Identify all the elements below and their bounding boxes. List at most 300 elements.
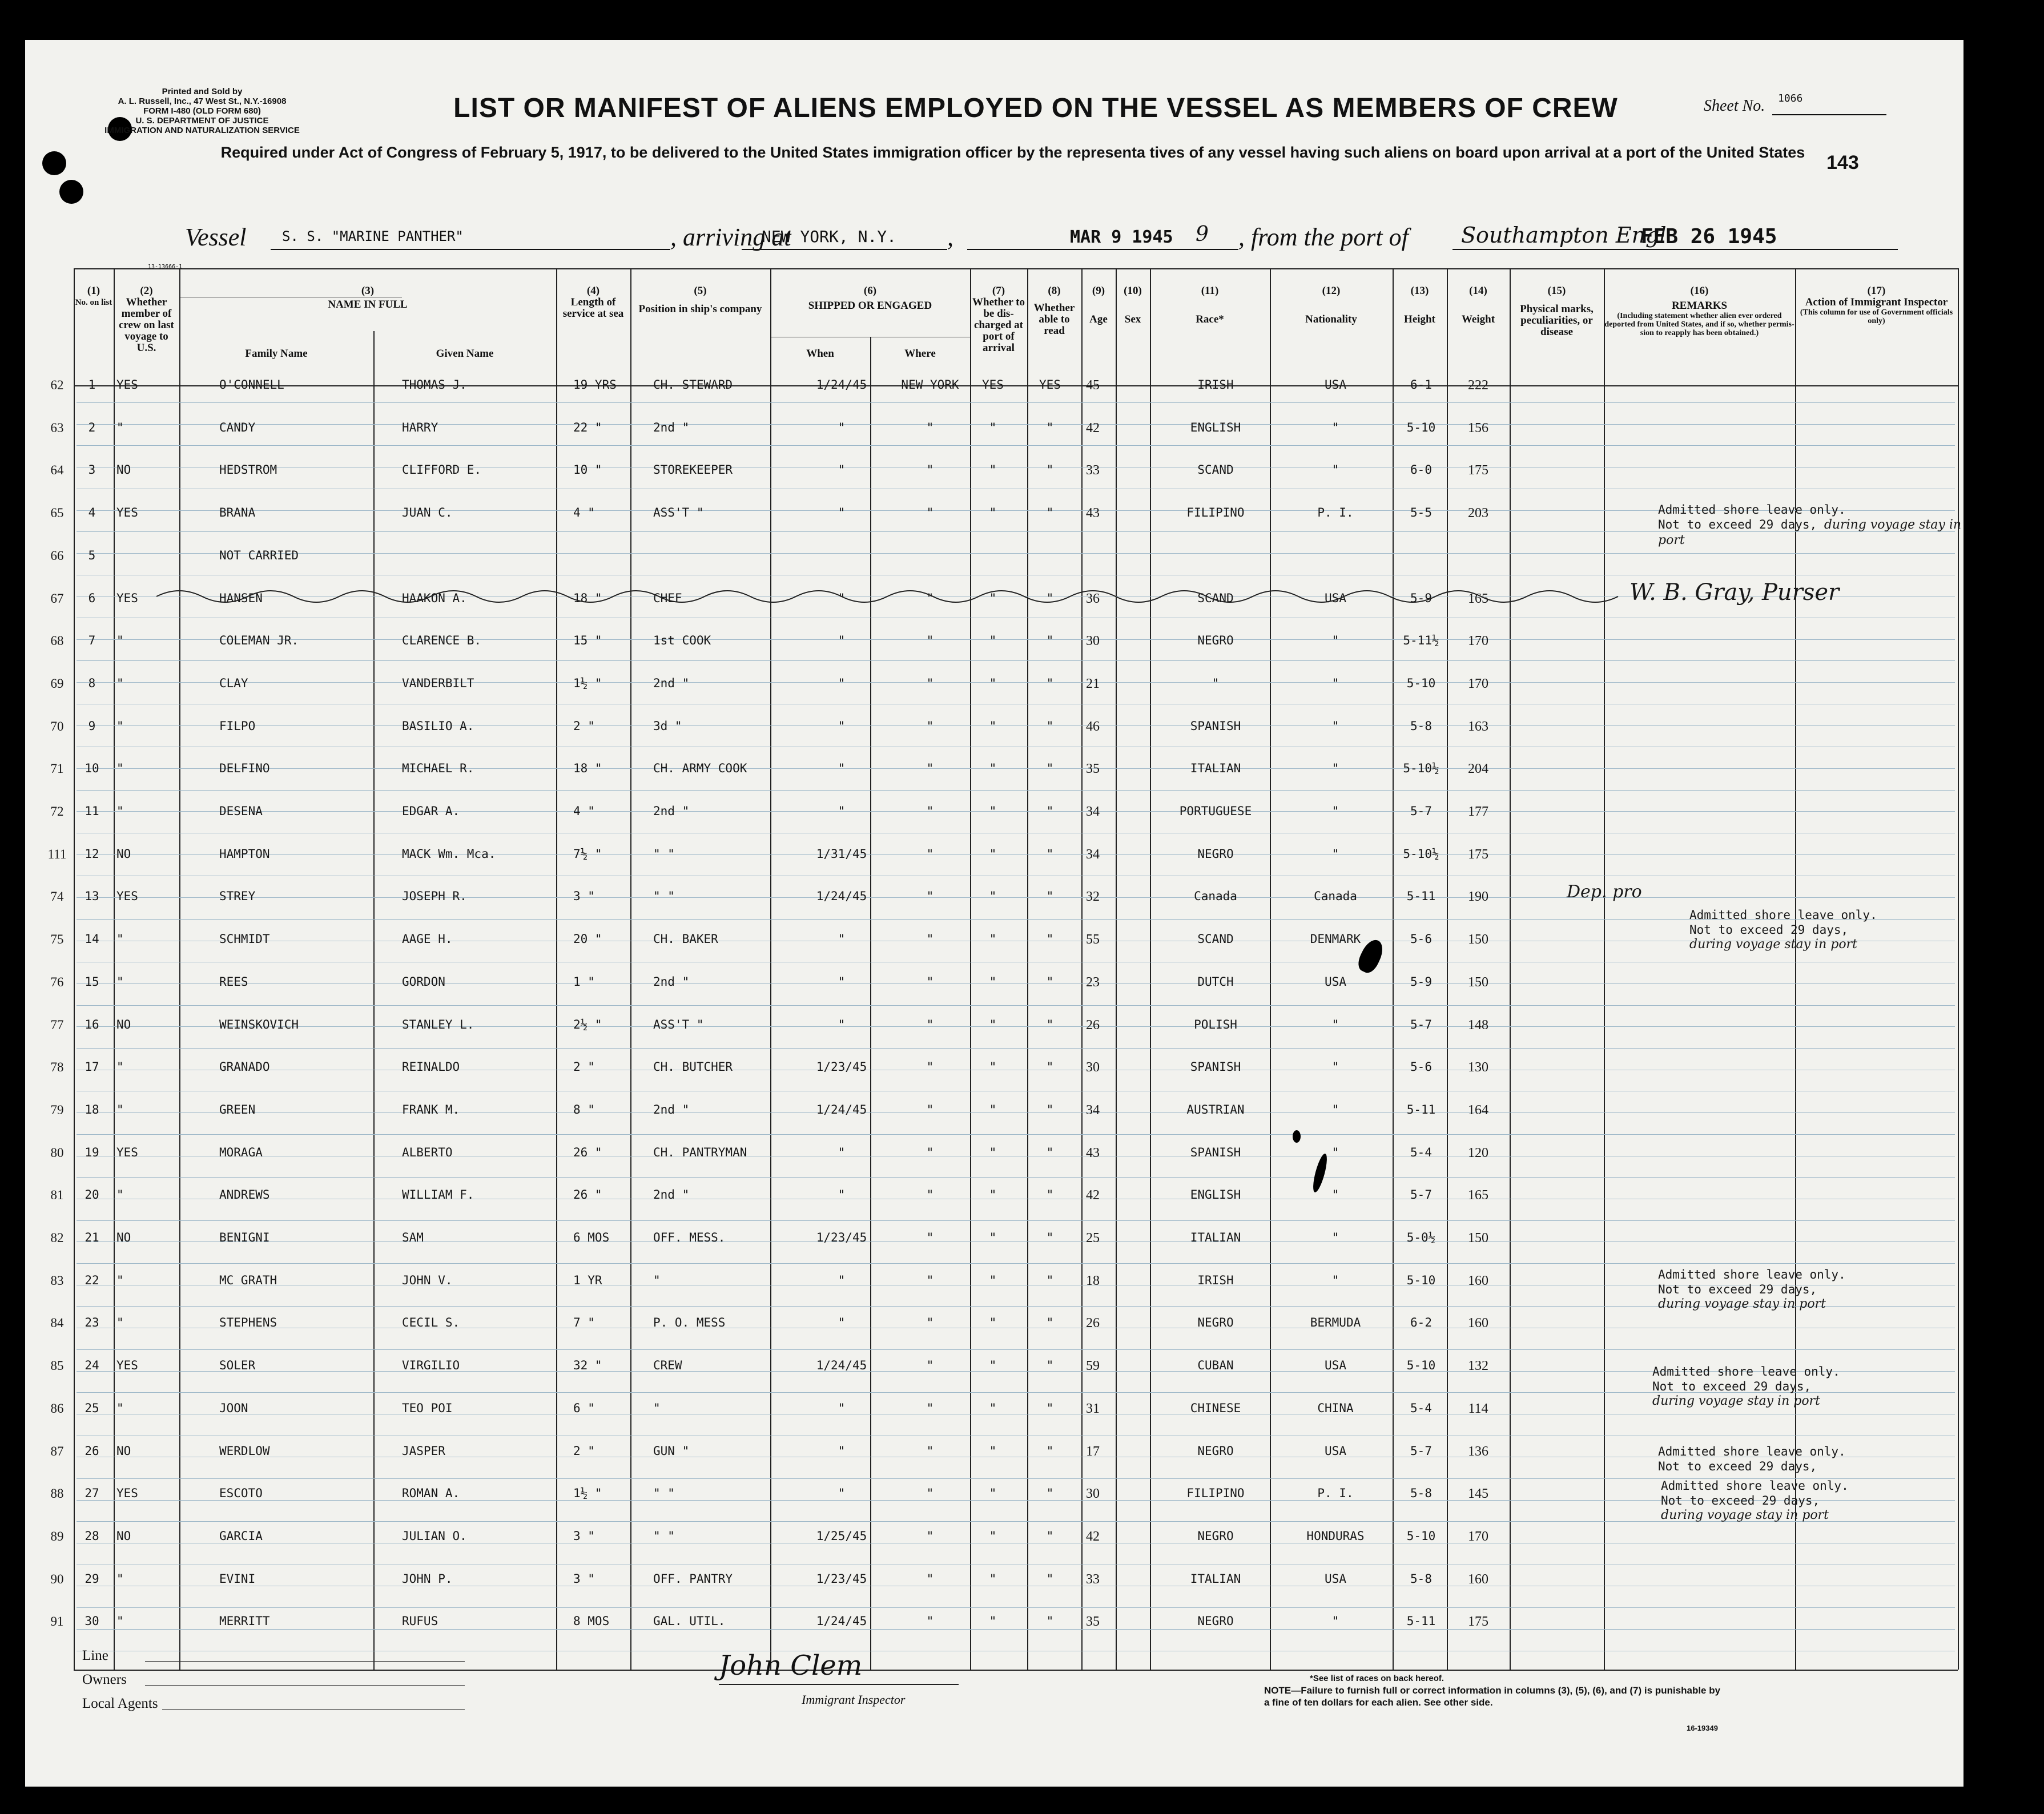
service-length: 6 "	[573, 1401, 595, 1415]
able-to-read: "	[1046, 1018, 1054, 1031]
crew-row	[25, 719, 1963, 742]
position: ASS'T "	[653, 506, 704, 519]
position: P. O. MESS	[653, 1316, 726, 1329]
discharged: "	[989, 1188, 997, 1202]
height: 6-1	[1410, 378, 1432, 392]
weight: 132	[1468, 1359, 1488, 1373]
not-carried-strike	[156, 585, 1641, 608]
line-number: 87	[50, 1444, 64, 1458]
vessel-line: Vessel S. S. "MARINE PANTHER" , arriving at NEW YORK, N.Y. , MAR 9 1945 9 , from the port of Southampton Engl FEB 26 1945	[185, 223, 1904, 257]
col12-header: (12) Nationality	[1305, 285, 1357, 325]
race: IRISH	[1197, 1273, 1234, 1287]
discharged: "	[989, 761, 997, 775]
age: 35	[1086, 761, 1100, 776]
col15-header: (15) Physical marks, peculiarities, or disease	[1520, 285, 1594, 338]
family-name: GRANADO	[219, 1060, 270, 1074]
weight: 165	[1468, 591, 1488, 606]
able-to-read: "	[1046, 847, 1054, 861]
family-name: DELFINO	[219, 761, 270, 775]
age: 42	[1086, 421, 1100, 436]
nationality: "	[1331, 1060, 1339, 1074]
given-name: STANLEY L.	[402, 1018, 474, 1031]
family-name: WEINSKOVICH	[219, 1018, 299, 1031]
col14-header: (14) Weight	[1461, 285, 1495, 325]
service-length: 3 "	[573, 1572, 595, 1586]
height: 5-5	[1410, 506, 1432, 519]
given-name: JOHN V.	[402, 1273, 453, 1287]
service-length: 18 "	[573, 591, 602, 605]
line-number: 81	[50, 1188, 64, 1202]
from-label: , from the port of	[1238, 223, 1409, 251]
from-underline	[1452, 249, 1898, 250]
given-name: MICHAEL R.	[402, 761, 474, 775]
shipped-where: "	[926, 676, 934, 690]
weight: 163	[1468, 719, 1488, 734]
member-last-voyage: NO	[116, 1529, 131, 1543]
able-to-read: "	[1046, 1444, 1054, 1458]
given-name: MACK Wm. Mca.	[402, 847, 496, 861]
service-length: 3 "	[573, 1529, 595, 1543]
shipped-where: "	[926, 1486, 934, 1500]
arriving-label: , arriving at	[670, 223, 791, 251]
list-number: 9	[88, 719, 96, 733]
list-number: 20	[85, 1188, 99, 1202]
list-number: 27	[85, 1486, 99, 1500]
shipped-where: "	[926, 506, 934, 519]
race: NEGRO	[1197, 1444, 1234, 1458]
able-to-read: "	[1046, 1273, 1054, 1287]
purser-signature: W. B. Gray, Purser	[1629, 579, 1840, 606]
position: CH. PANTRYMAN	[653, 1146, 747, 1159]
shipped-when: 1/24/45	[816, 1103, 867, 1116]
col7-header: (7) Whether to be dis-charged at port of arrival	[972, 285, 1025, 354]
nationality: "	[1331, 1103, 1339, 1116]
document-title: LIST OR MANIFEST OF ALIENS EMPLOYED ON THE VESSEL AS MEMBERS OF CREW	[453, 93, 1618, 123]
service-length: 3 "	[573, 889, 595, 903]
col11-header: (11) Race*	[1196, 285, 1224, 325]
nationality: DENMARK	[1310, 932, 1361, 946]
shipped-when: "	[838, 975, 846, 989]
member-last-voyage: "	[116, 1060, 124, 1074]
height: 5-11½	[1403, 634, 1439, 647]
race: ENGLISH	[1190, 1188, 1241, 1202]
nationality: USA	[1325, 1572, 1346, 1586]
given-name: CECIL S.	[402, 1316, 460, 1329]
nationality: Canada	[1314, 889, 1357, 903]
line-number: 67	[50, 591, 64, 606]
height: 5-8	[1410, 1572, 1432, 1586]
service-length: 4 "	[573, 506, 595, 519]
age: 45	[1086, 378, 1100, 393]
nationality: "	[1331, 421, 1339, 434]
list-number: 15	[85, 975, 99, 989]
height: 5-11	[1406, 889, 1436, 903]
col5-header: (5) Position in ship's company	[638, 285, 762, 315]
family-name: REES	[219, 975, 248, 989]
family-name: WERDLOW	[219, 1444, 270, 1458]
remark-shore-leave: Admitted shore leave only. Not to exceed 29 days, during voyage stay in port	[1652, 1365, 1840, 1408]
vessel-name: S. S. "MARINE PANTHER"	[282, 228, 464, 244]
port-underline	[742, 249, 947, 250]
family-name: O'CONNELL	[219, 378, 284, 392]
line-number: 83	[50, 1273, 64, 1288]
member-last-voyage: "	[116, 1273, 124, 1287]
nationality: "	[1331, 847, 1339, 861]
given-name-header: Given Name	[436, 348, 494, 360]
able-to-read: "	[1046, 1614, 1054, 1628]
given-name: FRANK M.	[402, 1103, 460, 1116]
position: "	[653, 1273, 661, 1287]
given-name: REINALDO	[402, 1060, 460, 1074]
service-length: 22 "	[573, 421, 602, 434]
col2-header: (2) Whether member of crew on last voyage to U.S.	[119, 285, 174, 354]
shipped-where: "	[926, 1018, 934, 1031]
shipped-when: "	[838, 719, 846, 733]
position: 1st COOK	[653, 634, 711, 647]
col3-header: (3) NAME IN FULL	[328, 285, 408, 311]
shipped-where: "	[926, 421, 934, 434]
service-length: 20 "	[573, 932, 602, 946]
line-number: 66	[50, 549, 64, 563]
able-to-read: "	[1046, 1316, 1054, 1329]
able-to-read: "	[1046, 591, 1054, 605]
shipped-where: "	[926, 1614, 934, 1628]
nationality: "	[1331, 719, 1339, 733]
weight: 160	[1468, 1316, 1488, 1331]
member-last-voyage: YES	[116, 1359, 138, 1372]
crew-row	[25, 975, 1963, 998]
service-length: 7½ "	[573, 847, 602, 861]
family-name: STREY	[219, 889, 256, 903]
shipped-where: "	[926, 804, 934, 818]
service-length: 19 YRS	[573, 378, 617, 392]
race: SPANISH	[1190, 1060, 1241, 1074]
crew-row	[25, 1614, 1963, 1637]
age: 43	[1086, 1146, 1100, 1160]
age: 33	[1086, 463, 1100, 478]
able-to-read: "	[1046, 1359, 1054, 1372]
discharged: "	[989, 1486, 997, 1500]
discharged: "	[989, 1359, 997, 1372]
given-name: JOHN P.	[402, 1572, 453, 1586]
position: CH. ARMY COOK	[653, 761, 747, 775]
able-to-read: "	[1046, 1231, 1054, 1244]
line-number: 85	[50, 1359, 64, 1373]
member-last-voyage: "	[116, 1188, 124, 1202]
vessel-label: Vessel	[185, 223, 247, 251]
position: CHEF	[653, 591, 682, 605]
discharged: "	[989, 1018, 997, 1031]
height: 5-7	[1410, 1188, 1432, 1202]
weight: 175	[1468, 463, 1488, 478]
height: 5-7	[1410, 1444, 1432, 1458]
member-last-voyage: NO	[116, 1231, 131, 1244]
position: GUN "	[653, 1444, 690, 1458]
line-number: 79	[50, 1103, 64, 1117]
weight: 204	[1468, 761, 1488, 776]
weight: 170	[1468, 676, 1488, 691]
shipped-when: "	[838, 932, 846, 946]
line-number: 89	[50, 1529, 64, 1543]
given-name: CLARENCE B.	[402, 634, 482, 647]
able-to-read: "	[1046, 889, 1054, 903]
col9-header: (9) Age	[1089, 285, 1108, 325]
crew-row	[25, 378, 1963, 401]
signature-line	[719, 1684, 959, 1685]
family-name: GARCIA	[219, 1529, 263, 1543]
position: CREW	[653, 1359, 682, 1372]
position: CH. BAKER	[653, 932, 718, 946]
crew-row	[25, 804, 1963, 827]
race: SCAND	[1197, 463, 1234, 477]
remark-shore-leave: Admitted shore leave only. Not to exceed 29 days, during voyage stay in port	[1661, 1479, 1849, 1522]
family-name: CANDY	[219, 421, 256, 434]
discharged: "	[989, 932, 997, 946]
member-last-voyage: "	[116, 761, 124, 775]
ink-blot	[1293, 1130, 1301, 1143]
inspector-label: Immigrant Inspector	[802, 1692, 906, 1707]
printer-info: Printed and Sold by A. L. Russell, Inc., 47 West St., N.Y.-16908 FORM I-480 (OLD FORM 680) U. S. DEPARTMENT OF JUSTICE IMMIGRATION AND NATURALIZATION SERVICE	[104, 87, 300, 135]
discharged: "	[989, 506, 997, 519]
list-number: 28	[85, 1529, 99, 1543]
member-last-voyage: "	[116, 1103, 124, 1116]
height: 5-4	[1410, 1146, 1432, 1159]
position: 2nd "	[653, 804, 690, 818]
position: " "	[653, 847, 675, 861]
line-label: Line	[82, 1648, 108, 1663]
crew-row	[25, 1529, 1963, 1552]
crew-row	[25, 549, 1963, 571]
shipped-where: "	[926, 591, 934, 605]
family-name: HAMPTON	[219, 847, 270, 861]
crew-row	[25, 847, 1963, 870]
service-length: 26 "	[573, 1188, 602, 1202]
discharged: "	[989, 1103, 997, 1116]
shipped-when: "	[838, 761, 846, 775]
nationality: "	[1331, 1614, 1339, 1628]
line-number: 64	[50, 463, 64, 477]
col13-header: (13) Height	[1404, 285, 1435, 325]
given-name: VANDERBILT	[402, 676, 474, 690]
shipped-where: "	[926, 463, 934, 477]
col17-header: (17) Action of Immigrant Inspector (This column for use of Government officials only)	[1800, 285, 1953, 325]
age: 46	[1086, 719, 1100, 734]
family-name: CLAY	[219, 676, 248, 690]
shipped-when: "	[838, 1188, 846, 1202]
shipped-where: "	[926, 975, 934, 989]
shipped-when: 1/23/45	[816, 1572, 867, 1586]
list-number: 11	[85, 804, 99, 818]
line-number: 65	[50, 506, 64, 520]
service-length: 4 "	[573, 804, 595, 818]
shipped-when: "	[838, 1146, 846, 1159]
race: CUBAN	[1197, 1359, 1234, 1372]
line-number: 72	[50, 804, 64, 819]
shipped-where: "	[926, 1103, 934, 1116]
given-name: HAAKON A.	[402, 591, 467, 605]
position: 2nd "	[653, 421, 690, 434]
age: 25	[1086, 1231, 1100, 1245]
member-last-voyage: "	[116, 634, 124, 647]
remark-shore-leave: Admitted shore leave only. Not to exceed 29 days, during voyage stay in port	[1658, 1268, 1846, 1311]
family-name: COLEMAN JR.	[219, 634, 299, 647]
race: NEGRO	[1197, 1316, 1234, 1329]
race: SCAND	[1197, 932, 1234, 946]
member-last-voyage: NO	[116, 1444, 131, 1458]
member-last-voyage: "	[116, 1401, 124, 1415]
position: CH. BUTCHER	[653, 1060, 733, 1074]
shipped-when: 1/24/45	[816, 889, 867, 903]
list-number: 22	[85, 1273, 99, 1287]
list-number: 7	[88, 634, 96, 647]
service-length: 26 "	[573, 1146, 602, 1159]
able-to-read: "	[1046, 932, 1054, 946]
departure-date-stamp: FEB 26 1945	[1641, 225, 1777, 248]
crew-row	[25, 1188, 1963, 1211]
crew-row	[25, 761, 1963, 784]
nationality: "	[1331, 463, 1339, 477]
position: OFF. PANTRY	[653, 1572, 733, 1586]
family-name: BRANA	[219, 506, 256, 519]
family-name: BENIGNI	[219, 1231, 270, 1244]
race: IRISH	[1197, 378, 1234, 392]
position: STOREKEEPER	[653, 463, 733, 477]
weight: 175	[1468, 847, 1488, 862]
service-length: 1 "	[573, 975, 595, 989]
crew-row	[25, 1316, 1963, 1339]
family-name: HEDSTROM	[219, 463, 277, 477]
weight: 203	[1468, 506, 1488, 521]
discharged: "	[989, 1060, 997, 1074]
given-name: AAGE H.	[402, 932, 453, 946]
service-length: 2 "	[573, 1060, 595, 1074]
age: 55	[1086, 932, 1100, 947]
discharged: "	[989, 1316, 997, 1329]
discharged: "	[989, 1529, 997, 1543]
able-to-read: "	[1046, 463, 1054, 477]
shipped-where: "	[926, 1188, 934, 1202]
discharged: "	[989, 719, 997, 733]
given-name: ROMAN A.	[402, 1486, 460, 1500]
table-top-border	[74, 268, 1958, 269]
height: 5-4	[1410, 1401, 1432, 1415]
race: SCAND	[1197, 591, 1234, 605]
given-name: EDGAR A.	[402, 804, 460, 818]
race: NEGRO	[1197, 1614, 1234, 1628]
form-code: 13-13666-1	[148, 264, 183, 270]
shipped-when: "	[838, 1018, 846, 1031]
able-to-read: "	[1046, 1401, 1054, 1415]
race: PORTUGUESE	[1179, 804, 1252, 818]
given-name: WILLIAM F.	[402, 1188, 474, 1202]
given-name: CLIFFORD E.	[402, 463, 482, 477]
nationality: "	[1331, 634, 1339, 647]
weight: 150	[1468, 1231, 1488, 1245]
family-name: STEPHENS	[219, 1316, 277, 1329]
height: 5-7	[1410, 1018, 1432, 1031]
age: 23	[1086, 975, 1100, 990]
list-number: 30	[85, 1614, 99, 1628]
discharged: "	[989, 421, 997, 434]
shipped-when: 1/24/45	[816, 1359, 867, 1372]
crew-row	[25, 889, 1963, 912]
position: OFF. MESS.	[653, 1231, 726, 1244]
weight: 130	[1468, 1060, 1488, 1075]
given-name: RUFUS	[402, 1614, 438, 1628]
discharged: "	[989, 1401, 997, 1415]
list-number: 24	[85, 1359, 99, 1372]
footer-note: *See list of races on back hereof. NOTE—Failure to furnish full or correct information in columns (3), (5), (6), and (7) is punishable by a fine of ten dollars for each alien. See other side.	[1264, 1674, 1721, 1708]
weight: 160	[1468, 1572, 1488, 1587]
able-to-read: "	[1046, 634, 1054, 647]
remark-shore-leave: Admitted shore leave only. Not to exceed 29 days, during voyage stay in port	[1658, 503, 1962, 547]
race: NEGRO	[1197, 1529, 1234, 1543]
family-name: HANSEN	[219, 591, 263, 605]
list-number: 29	[85, 1572, 99, 1586]
weight: 150	[1468, 975, 1488, 990]
race: CHINESE	[1190, 1401, 1241, 1415]
member-last-voyage: "	[116, 975, 124, 989]
from-port: Southampton Engl	[1461, 223, 1667, 248]
crew-row	[25, 421, 1963, 444]
height: 5-10½	[1403, 761, 1439, 775]
discharged: "	[989, 463, 997, 477]
height: 5-8	[1410, 1486, 1432, 1500]
weight: 165	[1468, 1188, 1488, 1203]
list-number: 17	[85, 1060, 99, 1074]
list-number: 3	[88, 463, 96, 477]
position: "	[653, 1401, 661, 1415]
ruled-line	[77, 1177, 1955, 1178]
family-name: FILPO	[219, 719, 256, 733]
race: SPANISH	[1190, 1146, 1241, 1159]
shipped-when: "	[838, 1273, 846, 1287]
able-to-read: "	[1046, 506, 1054, 519]
nationality: "	[1331, 1146, 1339, 1159]
discharged: "	[989, 1444, 997, 1458]
member-last-voyage: "	[116, 804, 124, 818]
able-to-read: "	[1046, 1486, 1054, 1500]
col8-header: (8) Whether able to read	[1033, 285, 1075, 337]
able-to-read: YES	[1039, 378, 1061, 392]
shipped-when: 1/23/45	[816, 1060, 867, 1074]
shipped-when: "	[838, 1444, 846, 1458]
nationality: "	[1331, 1018, 1339, 1031]
height: 5-10	[1406, 421, 1436, 434]
discharged: "	[989, 889, 997, 903]
height: 5-7	[1410, 804, 1432, 818]
manifest-page	[25, 40, 1963, 1787]
age: 35	[1086, 1614, 1100, 1629]
shipped-where: "	[926, 634, 934, 647]
discharged: "	[989, 1146, 997, 1159]
height: 5-6	[1410, 1060, 1432, 1074]
ruled-line	[77, 1607, 1955, 1608]
race: NEGRO	[1197, 634, 1234, 647]
footer-fields	[82, 1644, 158, 1716]
weight: 145	[1468, 1486, 1488, 1501]
crew-row	[25, 932, 1963, 955]
height: 5-9	[1410, 975, 1432, 989]
shipped-when: "	[838, 676, 846, 690]
able-to-read: "	[1046, 975, 1054, 989]
shipped-where: "	[926, 1359, 934, 1372]
able-to-read: "	[1046, 1529, 1054, 1543]
service-length: 8 MOS	[573, 1614, 610, 1628]
height: 5-10	[1406, 1273, 1436, 1287]
line-number: 69	[50, 676, 64, 691]
weight: 150	[1468, 932, 1488, 947]
